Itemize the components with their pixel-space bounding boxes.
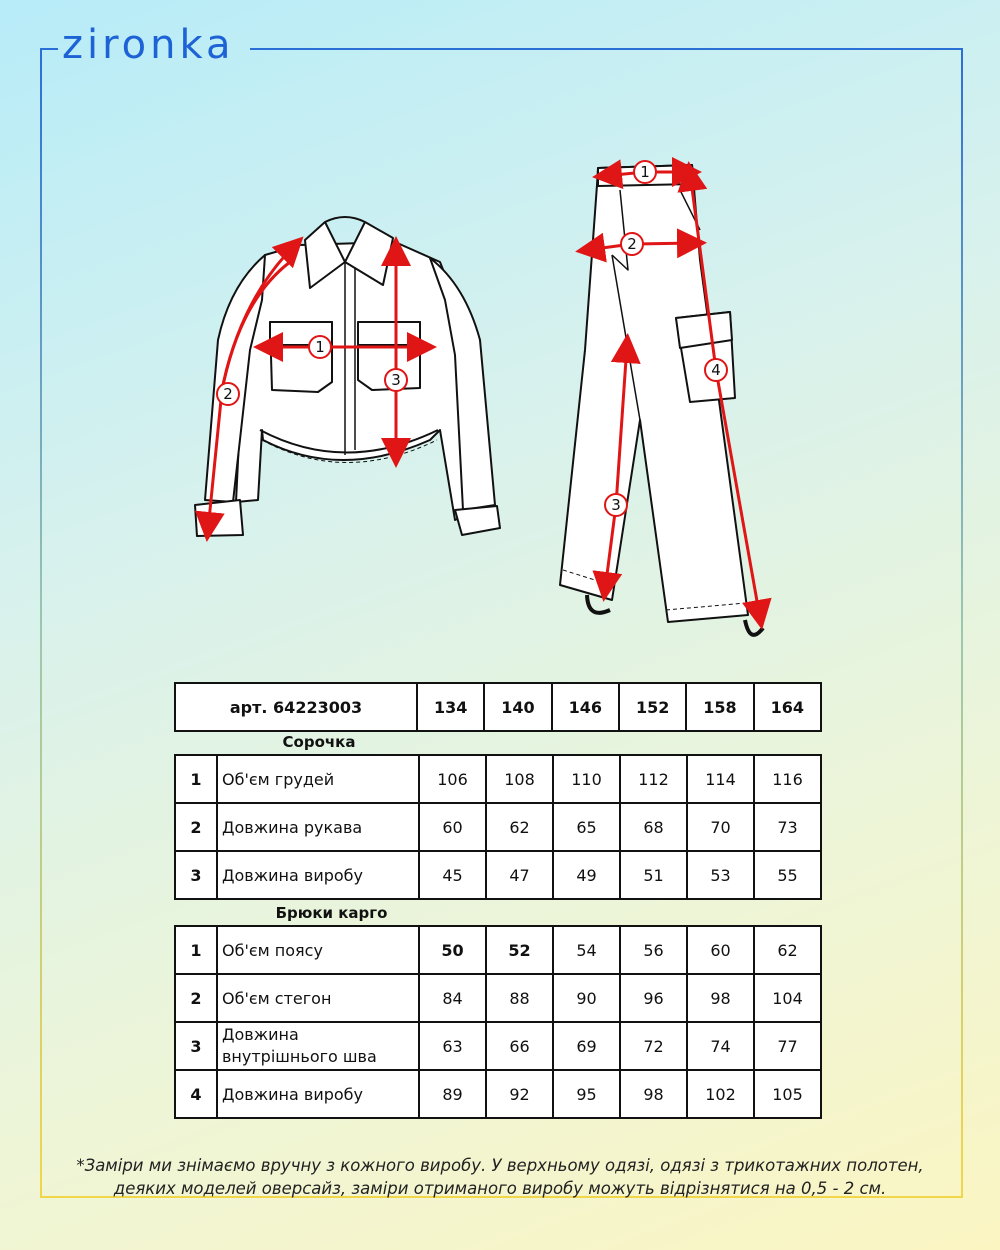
row-number: 4: [175, 1070, 217, 1118]
measure-value: 96: [620, 974, 687, 1022]
table-row: [175, 803, 821, 851]
measure-value: 84: [419, 974, 486, 1022]
measure-value: 110: [553, 755, 620, 803]
measure-value: 47: [486, 851, 553, 899]
article-number: арт. 64223003: [175, 683, 417, 731]
shirt-size-table: [174, 754, 822, 900]
measure-value: 77: [754, 1022, 821, 1070]
measure-value: 89: [419, 1070, 486, 1118]
shirt-marker-3: 3: [391, 371, 401, 389]
measure-value: 69: [553, 1022, 620, 1070]
measure-value: 52: [486, 926, 553, 974]
size-header: 146: [552, 683, 619, 731]
table-row: [175, 974, 821, 1022]
row-number: 1: [175, 926, 217, 974]
section-title-pants: Брюки карго: [275, 904, 388, 922]
shirt-marker-2: 2: [223, 385, 233, 403]
measure-value: 98: [687, 974, 754, 1022]
measure-value: 104: [754, 974, 821, 1022]
measure-value: 112: [620, 755, 687, 803]
brand-logo: zironka: [62, 22, 235, 68]
section-title-shirt: Сорочка: [282, 733, 356, 751]
size-header: 134: [417, 683, 484, 731]
measure-name: Довжина внутрішнього шва: [217, 1022, 419, 1070]
measure-value: 108: [486, 755, 553, 803]
measure-value: 54: [553, 926, 620, 974]
measure-value: 88: [486, 974, 553, 1022]
measure-value: 74: [687, 1022, 754, 1070]
table-row: [175, 926, 821, 974]
measure-value: 62: [486, 803, 553, 851]
measure-value: 53: [687, 851, 754, 899]
measure-value: 45: [419, 851, 486, 899]
measure-value: 51: [620, 851, 687, 899]
table-row: [175, 1070, 821, 1118]
measure-value: 98: [620, 1070, 687, 1118]
measure-name: Об'єм стегон: [217, 974, 419, 1022]
measure-value: 72: [620, 1022, 687, 1070]
row-number: 2: [175, 974, 217, 1022]
measure-value: 49: [553, 851, 620, 899]
size-header: 158: [686, 683, 753, 731]
row-number: 2: [175, 803, 217, 851]
measure-name: Об'єм грудей: [217, 755, 419, 803]
measure-value: 60: [687, 926, 754, 974]
row-number: 3: [175, 1022, 217, 1070]
note-line-1: *Заміри ми знімаємо вручну з кожного виробу. У верхньому одязі, одязі з трикотажних полотен,: [76, 1156, 924, 1175]
shirt-marker-1: 1: [315, 338, 325, 356]
measure-name: Довжина виробу: [217, 851, 419, 899]
measure-value: 65: [553, 803, 620, 851]
measure-value: 102: [687, 1070, 754, 1118]
row-number: 3: [175, 851, 217, 899]
measure-value: 95: [553, 1070, 620, 1118]
note-line-2: деяких моделей оверсайз, заміри отриманого виробу можуть відрізнятися на 0,5 - 2 см.: [113, 1179, 887, 1198]
pants-marker-4: 4: [711, 361, 721, 379]
measure-value: 73: [754, 803, 821, 851]
pants-size-table: [174, 925, 822, 1119]
shirt-drawing: [195, 217, 500, 536]
pants-marker-1: 1: [640, 163, 650, 181]
measure-value: 92: [486, 1070, 553, 1118]
measure-value: 50: [419, 926, 486, 974]
measure-value: 56: [620, 926, 687, 974]
measure-value: 60: [419, 803, 486, 851]
measure-value: 106: [419, 755, 486, 803]
table-row: [175, 755, 821, 803]
measure-value: 62: [754, 926, 821, 974]
measure-value: 116: [754, 755, 821, 803]
pants-marker-2: 2: [627, 235, 637, 253]
measure-value: 66: [486, 1022, 553, 1070]
size-header: 164: [754, 683, 821, 731]
table-row: [175, 1022, 821, 1070]
row-number: 1: [175, 755, 217, 803]
measure-value: 68: [620, 803, 687, 851]
measure-value: 90: [553, 974, 620, 1022]
measure-value: 55: [754, 851, 821, 899]
measure-value: 63: [419, 1022, 486, 1070]
measurement-note: [40, 1154, 960, 1200]
measure-name: Об'єм поясу: [217, 926, 419, 974]
size-header: 152: [619, 683, 686, 731]
size-header: 140: [484, 683, 551, 731]
measure-name: Довжина виробу: [217, 1070, 419, 1118]
measure-name: Довжина рукава: [217, 803, 419, 851]
measure-value: 114: [687, 755, 754, 803]
measure-value: 70: [687, 803, 754, 851]
size-header-table: [174, 682, 822, 732]
pants-marker-3: 3: [611, 496, 621, 514]
measure-value: 105: [754, 1070, 821, 1118]
table-row: [175, 851, 821, 899]
